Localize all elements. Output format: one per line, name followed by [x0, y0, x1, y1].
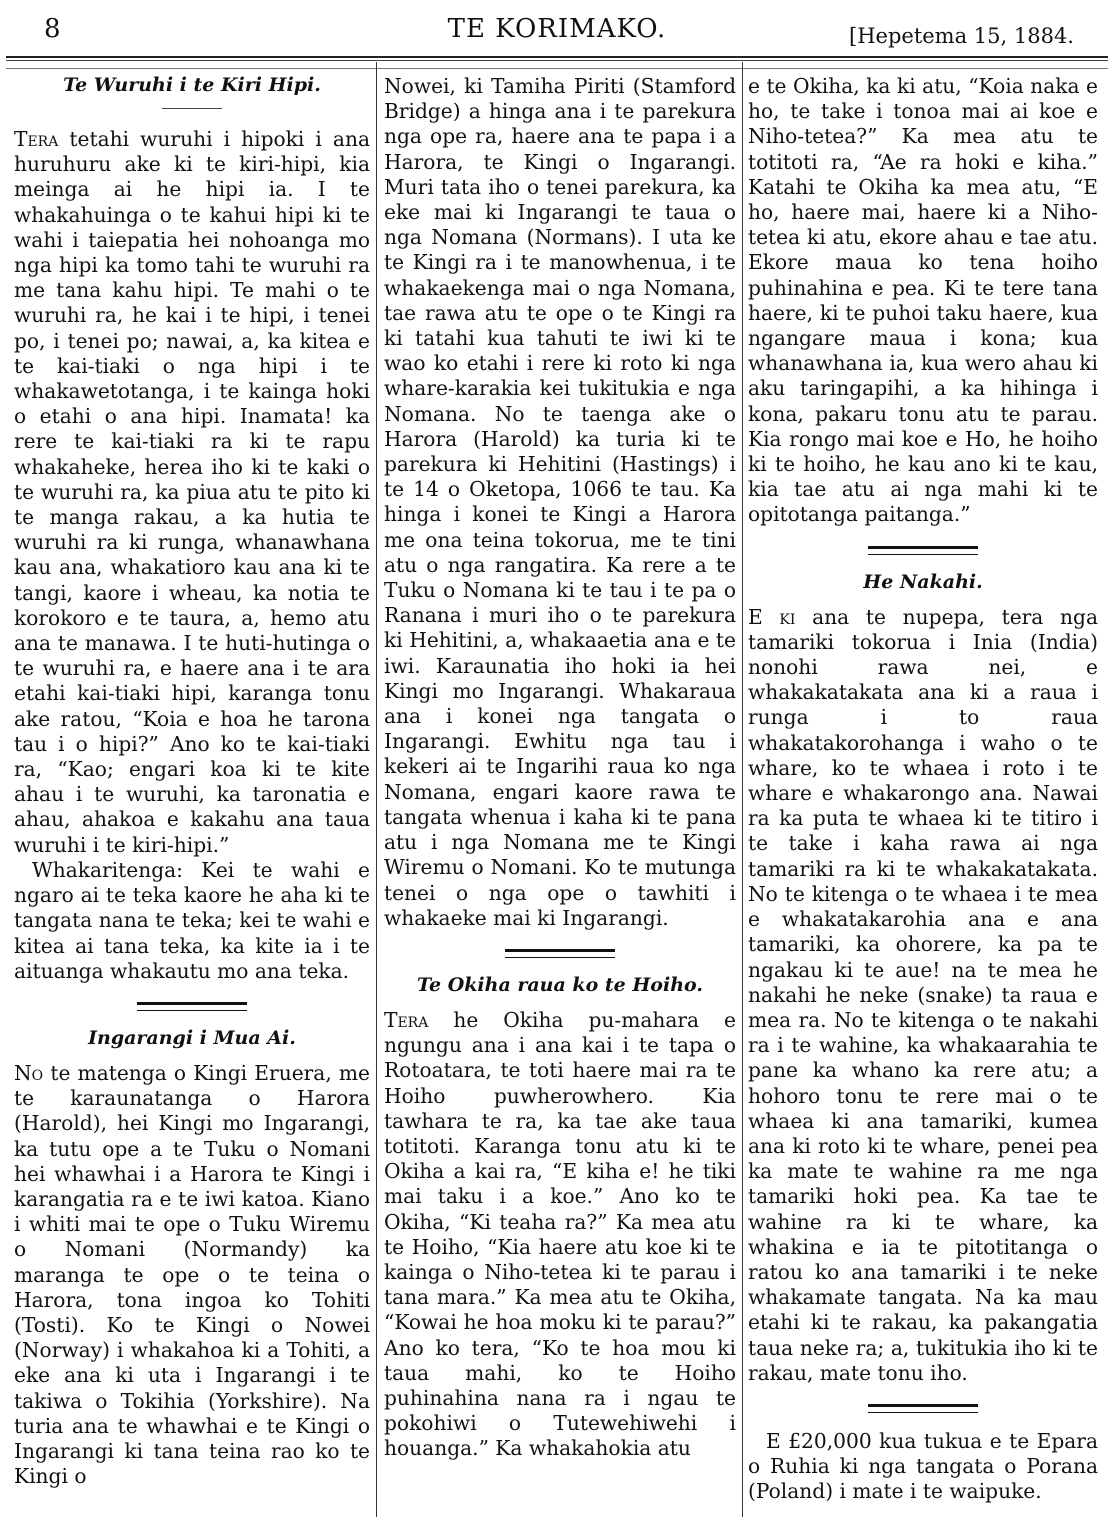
article-title-ingarangi: Ingarangi i Mua Ai.: [88, 1026, 296, 1049]
paragraph-text: tetahi wuruhi i hipoki i ana huruhuru ake ki te kiri-hipi, kia meinga ai he hipi ia. I te whakahuinga o te kahui hipi ki te wahi i taiepatia hei nohoanga mo nga hipi ka tomo tahi te wuruhi ra me tana kahu hipi. Te mahi o te wuruhi ra, he kai i te hipi, i tenei po, i tenei po; nawai, a, ka kitea e te kai-tiaki o nga hipi i te whakawetotanga, i te kainga hoki o etahi o ana hipi. Inamata! ka rere te kai-tiaki ra ki te rapu whakaheke, herea iho ki te kaki o te wuruhi ra, ka piua atu te pito ki te manga rakau, a ka hutia te wuruhi ra ki runga, whanawhana kau ana, whakatioro kau ana ki te tangi, kaore i wheau, ka notia te korokoro e te taura, a, hemo atu ana te manawa. I te huti-hutinga o te wuruhi ra, e haere ana i te ara etahi kai-tiaki hipi, karanga tonu ake ratou, “Koia e hoa he tarona tau i o hipi?” Ano ko te kai-tiaki ra, “Kao; engari koa ki te kite ahau i te wuruhi, ka taronatia e ahau, ahakoa e kakahu ana taua wuruhi i te kiri-hipi.”: [14, 127, 370, 857]
article-title-okiha: Te Okiha raua ko te Hoiho.: [417, 973, 703, 996]
header-rule: [6, 56, 1108, 58]
article-paragraph: e te Okiha, ka ki atu, “Koia naka e ho, te take i tonoa mai ai koe e Niho-tetea?” Ka mea atu te totitoti ra, “Ae ra hoki e kiha.” Katahi te Okiha ka mea atu, “E ho, haere mai, haere ki a Niho-tetea ki atu, ekore ahau e tae atu. Ekore maua ko tena hoiho puhinahina e pea. Ki te tere tana haere, ki te puhoi taku haere, kua ngangare maua i kona; kua whanawhana ia, kua wero ahau ki aku taringapihi, a ka hihinga i kona, pakaru tonu atu te parau. Kia rongo mai koe e Ho, he hoiho ki te hoiho, he kau ano ki te kau, kia tae atu ai nga mahi ki te opitotanga paitanga.”: [748, 74, 1098, 527]
paragraph-text: he Okiha pu-mahara e ngungu ana i ana kai i te tapa o Rotoatara, te toti haere mai ra te Hoiho puwherowhero. Kia tawhara te ra, ka tae ake taua totitoti. Karanga tonu atu ki te Okiha a kai ra, “E kiha e! he tiki mai taku i a koe.” Ano ko te Okiha, “Ki teaha ra?” Ka mea atu te Hoiho, “Kia haere atu koe ki te kainga o Niho-tetea ki te parau i tana mara.” Ka mea atu te Okiha, “Kowai he hoa moku ki te parau?” Ano ko tera, “Ko te hoa mou ki taua mahi, ko te Hoiho puhinahina nana ra i ngau te pokohiwi o Tutewehiwehi i houanga.” Ka whakahokia atu: [384, 1007, 736, 1461]
article-paragraph: [748, 605, 1098, 1386]
column-1: [14, 74, 370, 1514]
header-rule-lower: [6, 68, 1108, 69]
section-separator: [868, 1404, 978, 1413]
header-rule-thin: [6, 60, 1108, 61]
notice-paragraph: E £20,000 kua tukua e te Epara o Ruhia ki nga tangata o Porana (Poland) i mate i te waipuke.: [748, 1428, 1098, 1504]
article-paragraph: Nowei, ki Tamiha Piriti (Stamford Bridge) a hinga ana i te parekura nga ope ra, haere ana te papa i a Harora, te Kingi o Ingarangi. Muri tata iho o tenei parekura, ka eke mai ki Ingarangi te taua o nga Nomana (Normans). I uta ke te Kingi ra i te manowhenua, i te whakaekenga mai o nga Nomana, tae rawa atu te ope o te Kingi ra ki tatahi kua tahuti te iwi ki te wao ko etahi i rere ki roto ki nga whare-karakia kei tukitukia e nga Nomana. No te taenga ake o Harora (Harold) ka turia ki te parekura ki Hehitini (Hastings) i te 14 o Oketopa, 1066 te tau. Ka hinga i konei te Kingi a Harora me ona teina tokorua, me te tini atu o nga rangatira. Ka rere a te Tuku o Nomana ki te tau i te pa o Ranana i muri iho o te parekura ki Hehitini, a, whakaaetia ana e te iwi. Karaunatia iho hoki ia hei Kingi mo Ingarangi. Whakaraua ana i konei nga tangata o Ingarangi. Ewhitu nga tau i kekeri ai te Ingarihi raua ko nga Nomana, engari kaore rawa te tangata whenua i kaha ki te pana atu i nga Nomana me te Kingi Wiremu o Nomani. Ko te mutunga tenei o nga ope o tawhiti i whakaeke mai ki Ingarangi.: [384, 74, 736, 930]
article-paragraph: [14, 1061, 370, 1489]
newspaper-title: TE KORIMAKO.: [447, 14, 667, 44]
article-title-wuruhi: Te Wuruhi i te Kiri Hipi.: [63, 74, 321, 96]
column-divider: [742, 62, 743, 1517]
paragraph-text: ana te nupepa, tera nga tamariki tokorua i Inia (India) nonohi rawa nei, e whakakatakata ana ki a raua i runga i to raua whakatakorohanga i waho o te whare, ko te whaea i roto i te whare e whakarongo ana. Nawai ra ka puta te whaea ki te titiro i te take i kaha rawa ai nga tamariki ra ki te whakakatakata. No te kitenga o te whaea i te mea e whakatakarohia ana e ana tamariki, ka ohorere, ka pa te ngakau ki te aue! na te mea he nakahi he neke (snake) ta raua e mea ra. No te kitenga o te nakahi ra i te wahine, ka whakaarahia te pane ka whano ka rere atu; a hohoro tonu te rere mai o te whaea ki ana tamariki, kumea ana ki roto ki te whare, penei pea ka mate te wahine ra me nga tamariki hoki pea. Ka tae te wahine ra ki te whare, ka whakina e ia te pitotitanga o ratou ko ana tamariki i te neke whakamate tangata. Na ka mau etahi ki te rakau, ka pakangatia taua neke ra; a, tukitukia iho ki te rakau, mate tonu iho.: [748, 604, 1098, 1385]
lead-word: E ki: [748, 604, 796, 629]
paragraph-text: te matenga o Kingi Eruera, me te karaunatanga o Harora (Harold), hei Kingi mo Ingarangi, ka tutu ope a te Tuku o Nomani hei whawhai i a Harora te Kingi i karangatia ra e te iwi katoa. Kiano i whiti mai te ope o Tuku Wiremu o Nomani (Normandy) ka maranga te ope o te teina o Harora, tona ingoa ko Tohiti (Tosti). Ko te Kingi o Nowei (Norway) i whakahoa ki a Tohiti, a eke ana ki uta i Ingarangi i te takiwa o Tokihia (Yorkshire). Na turia ana te whawhai e te Kingi o Ingarangi ki tana teina rao ko te Kingi o: [14, 1060, 370, 1489]
lead-word: Tera: [384, 1007, 429, 1032]
article-paragraph: [14, 127, 370, 858]
section-separator: [505, 949, 615, 958]
section-separator: [868, 546, 978, 555]
page-number: 8: [44, 14, 61, 44]
article-paragraph: [384, 1008, 736, 1462]
lead-word: No: [14, 1060, 44, 1085]
column-2: [384, 74, 736, 1514]
issue-date: [Hepetema 15, 1884.: [849, 24, 1074, 48]
article-paragraph: Whakaritenga: Kei te wahi e ngaro ai te teka kaore he aha ki te tangata nana te teka; kei te wahi e kitea ai tana teka, ka kite ia i te aituanga whakautu mo ana teka.: [14, 857, 370, 983]
page-header: [0, 0, 1114, 60]
article-title-nakahi: He Nakahi.: [863, 570, 983, 593]
lead-word: Tera: [14, 127, 59, 151]
title-underline: [162, 108, 222, 109]
column-divider: [376, 62, 377, 1517]
column-3: [748, 74, 1098, 1514]
section-separator: [137, 1002, 247, 1011]
